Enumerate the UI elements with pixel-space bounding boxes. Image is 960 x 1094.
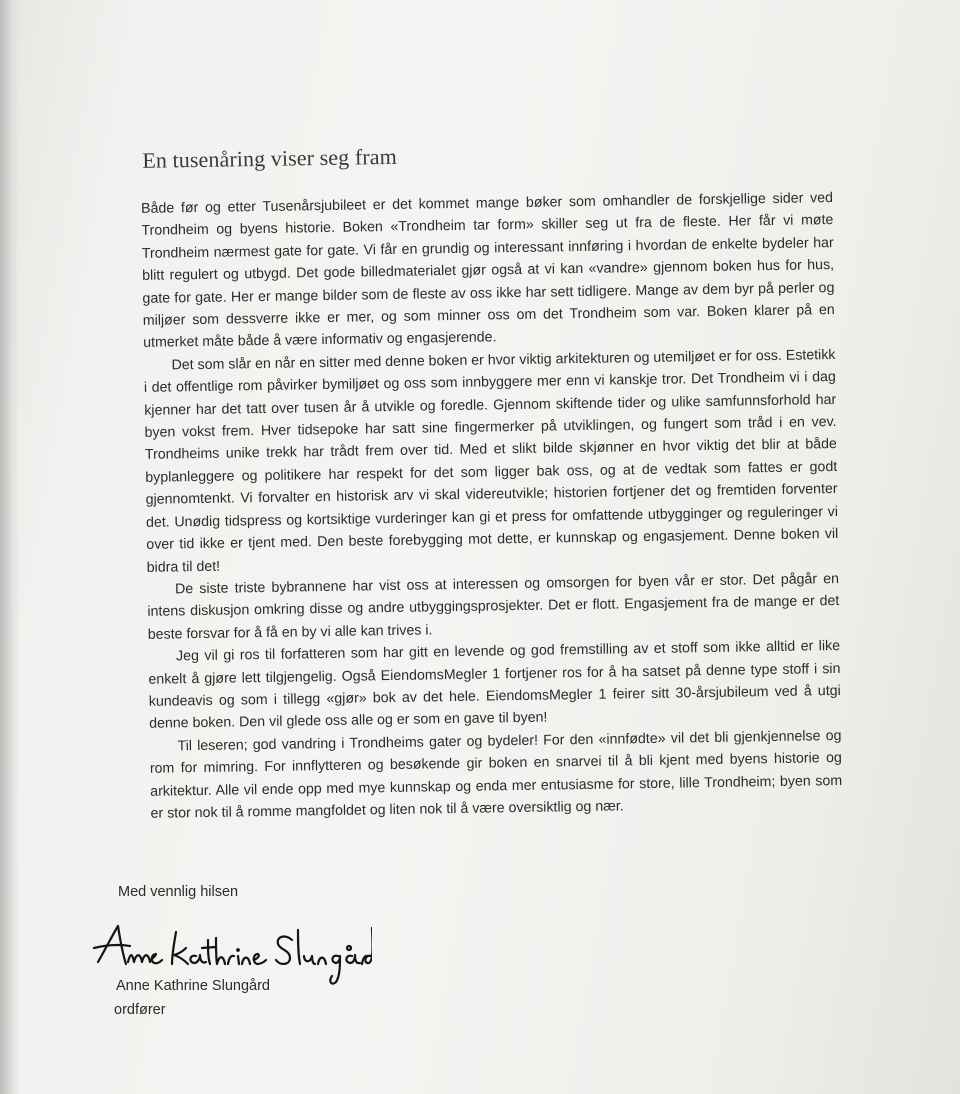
closing-greeting: Med vennlig hilsen — [118, 884, 239, 900]
page-spine-shadow — [0, 0, 20, 1094]
page-heading: En tusenåring viser seg fram — [142, 143, 397, 173]
letter-content — [132, 129, 844, 822]
signer-name: Anne Kathrine Slungård — [116, 978, 270, 994]
paragraph-5: Til leseren; god vandring i Trondheims gater og bydeler! For den «innfødte» vil det bli gjenkjennelse og rom for mimring. For innflytteren og besøkende gir boken en snarvei til å bli kjent med byens historie og arkitektur. Alle vil ende opp med mye kunnskap og enda mer entusiasme for store, lille Trondheim; byen som er stor nok til å romme mangfoldet og liten nok til å være oversiktlig og nær. — [149, 727, 843, 822]
signer-title: ordfører — [114, 1002, 166, 1018]
paragraph-4: Jeg vil gi ros til forfatteren som har gitt en levende og god fremstilling av et stoff som ikke alltid er like enkelt å gjøre lett tilgjengelig. Også EiendomsMegler 1 fortjener ros for å ha satset på denne type stoff i sin kundeavis og som i tillegg «gjør» bok av det hele. EiendomsMegler 1 feirer sitt 30-årsjubileum ved å utgi denne boken. Den vil glede oss alle og er som en gave til byen! — [148, 638, 841, 733]
letter-body — [141, 187, 843, 825]
paragraph-3: De siste triste bybrannene har vist oss at interessen og omsorgen for byen vår er stor. Det pågår en intens diskusjon omkring disse og andre utbyggingsprosjekter. Det er flott. Engasjement fra de mange er det beste forsvar for å få en by vi alle kan trives i. — [147, 570, 840, 643]
paragraph-1: Både før og etter Tusenårsjubileet er det kommet mange bøker som omhandler de forskjellige sider ved Trondheim og byens historie. Boken «Trondheim tar form» skiller seg ut fra de fleste. Her får vi møte Trondheim nærmest gate for gate. Vi får en grundig og interessant innføring i hvordan de enkelte bydeler har blitt regulert og utbygd. Det gode billedmaterialet gjør også at vi kan «vandre» gjennom boken hus for hus, gate for gate. Her er mange bilder som de fleste av oss ikke har sett tidligere. Mange av dem byr på perler og miljøer som dessverre ikke er mer, og som minner oss om det Trondheim som var. Boken klarer på en utmerket måte både å være informativ og engasjerende. — [140, 189, 835, 352]
paragraph-2: Det som slår en når en sitter med denne boken er hvor viktig arkitekturen og utemiljøet er for oss. Estetikk i det offentlige rom påvirker bymiljøet og oss som innbyggere mer enn vi kanskje tror. Det Trondheim vi i dag kjenner har det tatt over tusen år å utvikle og foredle. Gjennom skiftende tider og ulike samfunnsforhold har byen vokst frem. Hver tidsepoke har satt sine fingermerker på utviklingen, og fungert som tråd i en vev. Trondheims unike trekk har trådt frem over tid. Med et slikt bilde skjønner en hvor viktig det blir at både byplanleggere og politikere har respekt for det som ligger bak oss, og at de vedtak som fattes er godt gjennomtenkt. Vi forvalter en historisk arv vi skal videreutvikle; historien fortjener det og fremtiden forventer det. Unødig tidspress og kortsiktige vurderinger kan gi et press for omfattende utbygginger og reguleringer vi over tid ikke er tjent med. Den beste forebygging mot dette, er kunnskap og engasjement. Denne boken vil bidra til det! — [143, 346, 839, 576]
